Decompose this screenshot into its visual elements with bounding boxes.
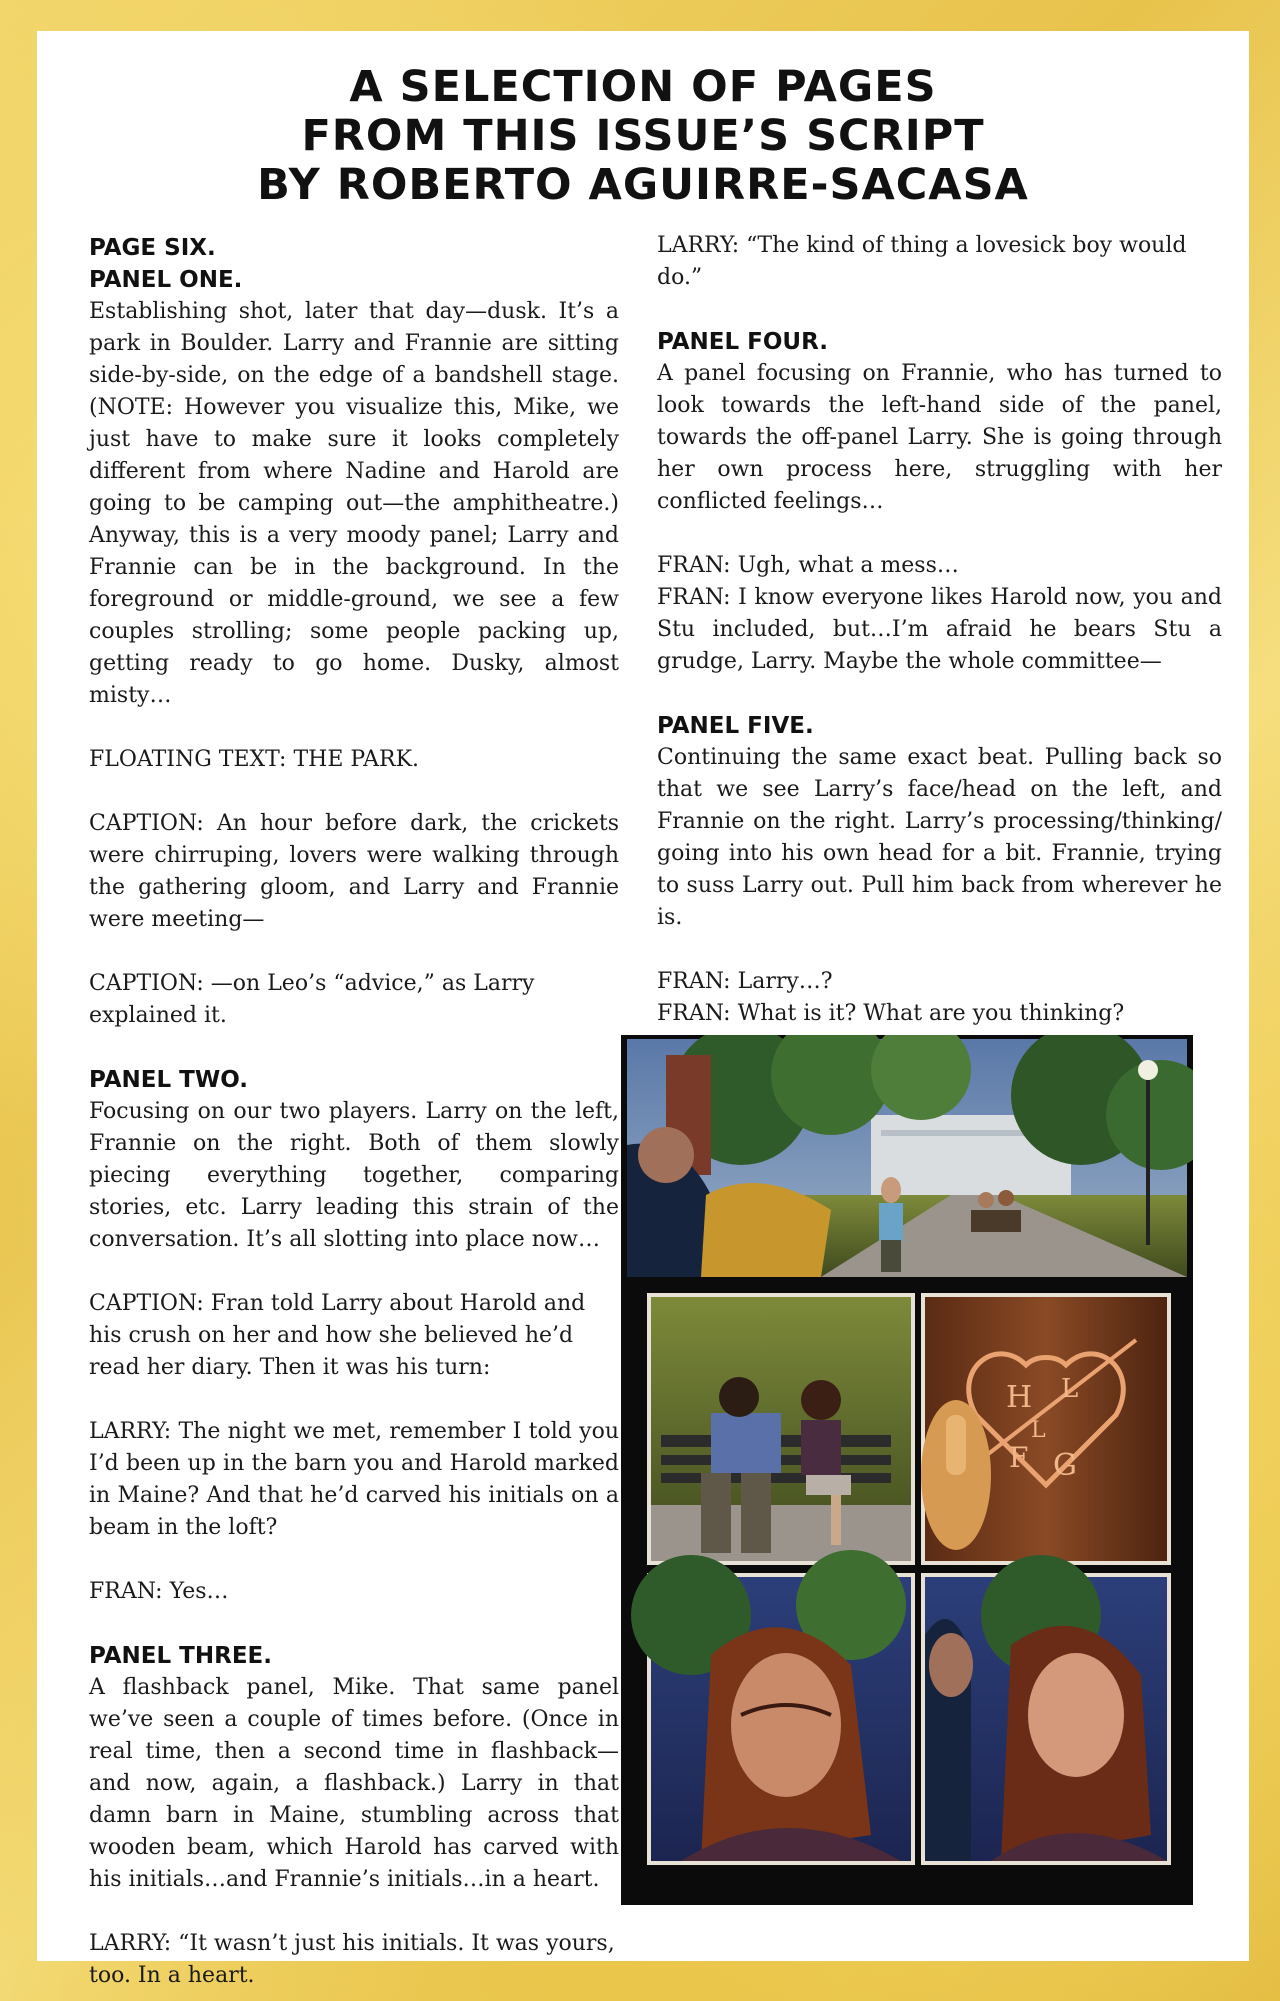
page-title (37, 63, 1249, 210)
panel-two-description: Focusing on our two players. Larry on the left, Frannie on the right. Both of them slowly piecing everything together, comparing stories, etc. Larry leading this strain of the conversation. It’s all slotting into place now… (89, 1099, 619, 1252)
dialogue-line: FRAN: Ugh, what a mess… (657, 553, 959, 578)
panel-four-description: A panel focusing on Frannie, who has turned to look towards the left-hand side of the panel, towards the off-panel Larry. She is going through her own process here, struggling with her conflicted feelings… (657, 361, 1222, 514)
dialogue-line: LARRY: “It wasn’t just his initials. It was yours, too. In a heart. (89, 1931, 615, 1988)
dialogue-line: LARRY: “The kind of thing a lovesick boy would do.” (657, 233, 1187, 290)
carved-letter: G (1053, 1448, 1077, 1483)
heading-page-six: PAGE SIX. (89, 235, 216, 261)
dialogue-line: FRAN: I know everyone likes Harold now, you and Stu included, but…I’m afraid he bears Stu a grudge, Larry. Maybe the whole committee— (657, 585, 1222, 674)
caption-line: CAPTION: —on Leo’s “advice,” as Larry explained it. (89, 971, 535, 1028)
script-left-column (89, 232, 619, 1992)
art-panel-carved-beam (921, 1293, 1171, 1565)
title-line-3: BY ROBERTO AGUIRRE-SACASA (257, 160, 1029, 210)
caption-line: CAPTION: An hour before dark, the crickets were chirruping, lovers were walking through the gathering gloom, and Larry and Frannie were meeting— (89, 811, 619, 932)
dialogue-line: FRAN: Larry…? (657, 969, 833, 994)
dialogue-line: LARRY: The night we met, remember I told you I’d been up in the barn you and Harold marked in Maine? And that he’d carved his initials on a beam in the loft? (89, 1419, 619, 1540)
comic-page-artwork (621, 1035, 1193, 1905)
dialogue-line: FRAN: What is it? What are you thinking? (657, 1001, 1125, 1026)
carved-letter: F (1009, 1441, 1029, 1474)
comic-art-illustration (621, 1035, 1193, 1905)
heading-panel-four: PANEL FOUR. (657, 329, 828, 355)
carved-letter: L (1061, 1374, 1079, 1404)
art-panel-park (627, 1035, 1193, 1277)
carved-letter: H (1006, 1380, 1033, 1415)
heading-panel-two: PANEL TWO. (89, 1067, 249, 1093)
art-panel-bench (647, 1293, 915, 1565)
art-panel-larry-and-frannie (921, 1555, 1171, 1865)
heading-panel-three: PANEL THREE. (89, 1643, 272, 1669)
dialogue-line: FRAN: Yes… (89, 1579, 229, 1604)
carved-letter: L (1031, 1418, 1046, 1443)
title-line-1: A SELECTION OF PAGES (349, 62, 937, 112)
floating-text-line: FLOATING TEXT: THE PARK. (89, 747, 420, 772)
art-panel-frannie-closeup (631, 1550, 915, 1865)
panel-five-description: Continuing the same exact beat. Pulling back so that we see Larry’s face/head on the left, and Frannie on the right. Larry’s processing/thinking/ going into his own head for a bit. Frannie, trying to suss Larry out. Pull him back from wherever he is. (657, 745, 1222, 930)
heading-panel-five: PANEL FIVE. (657, 713, 814, 739)
panel-one-description: Establishing shot, later that day—dusk. It’s a park in Boulder. Larry and Frannie are sitting side-by-side, on the edge of a bandshell stage. (NOTE: However you visualize this, Mike, we just have to make sure it looks completely different from where Nadine and Harold are going to be camping out—the amphitheatre.) Anyway, this is a very moody panel; Larry and Frannie can be in the background. In the foreground or middle-ground, we see a few couples strolling; some people packing up, getting ready to go home. Dusky, almost misty… (89, 299, 619, 708)
script-right-column (657, 230, 1222, 1030)
panel-three-description: A flashback panel, Mike. That same panel we’ve seen a couple of times before. (Once in real time, then a second time in flashback—and now, again, a flashback.) Larry in that damn barn in Maine, stumbling across that wooden beam, which Harold has carved with his initials…and Frannie’s initials…in a heart. (89, 1675, 619, 1892)
title-line-2: FROM THIS ISSUE’S SCRIPT (301, 111, 985, 161)
caption-line: CAPTION: Fran told Larry about Harold and his crush on her and how she believed he’d read her diary. Then it was his turn: (89, 1291, 586, 1380)
heading-panel-one: PANEL ONE. (89, 267, 243, 293)
